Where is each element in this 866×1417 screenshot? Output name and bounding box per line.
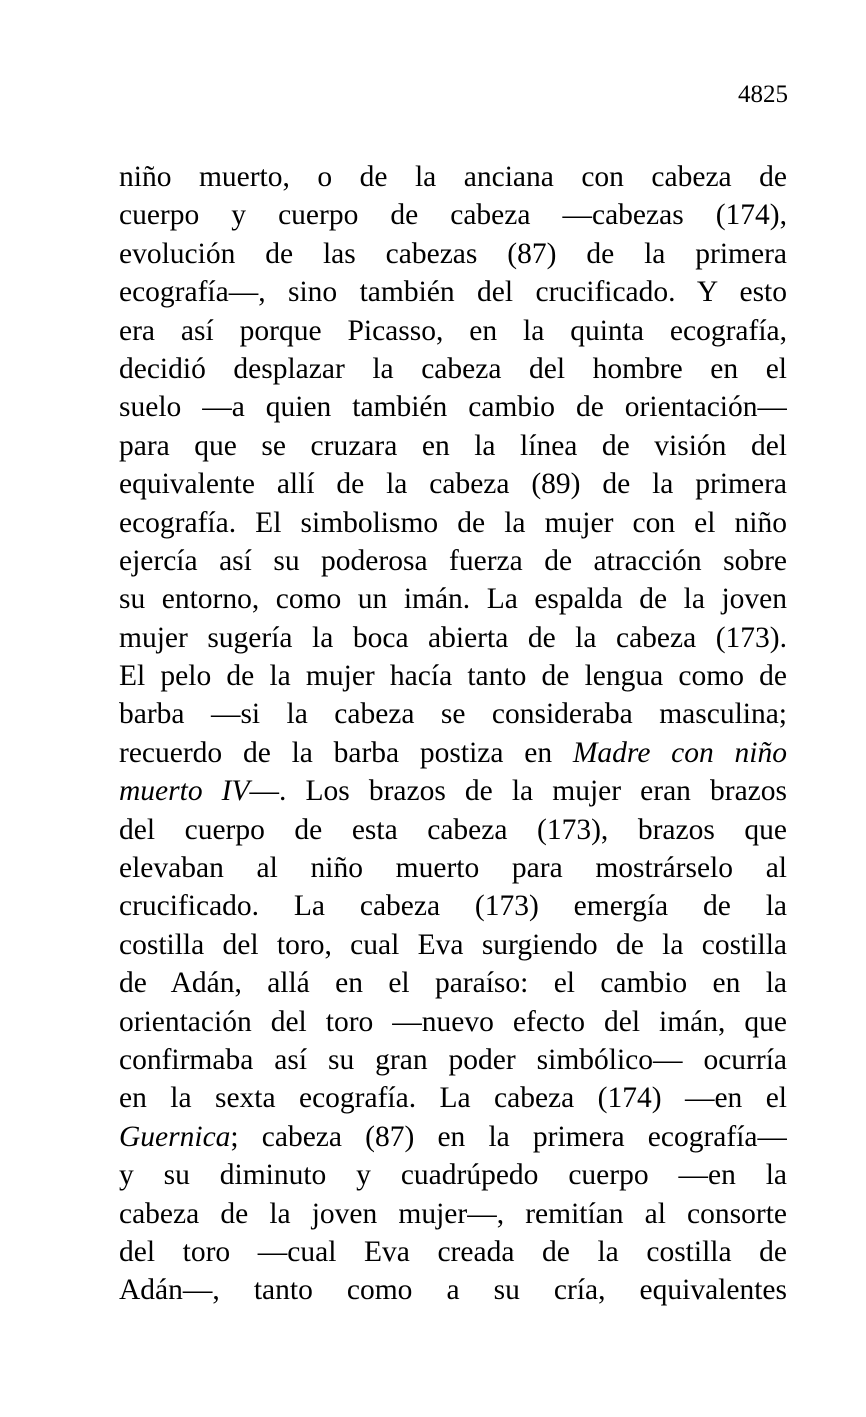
text-line [119, 1195, 787, 1233]
text-line [119, 158, 787, 196]
text-line [119, 273, 787, 311]
text-span: y su diminuto y cuadrúpedo cuerpo —en la [119, 1159, 787, 1192]
text-span: ecografía. El simbolismo de la mujer con el niño [119, 506, 787, 539]
text-span: ; cabeza (87) en la primera ecografía— [230, 1120, 787, 1153]
text-span: decidió desplazar la cabeza del hombre en el [119, 352, 787, 385]
text-span: de Adán, allá en el paraíso: el cambio en la [119, 967, 787, 1000]
text-line [119, 811, 787, 849]
text-line [119, 1118, 787, 1156]
text-span: cuerpo y cuerpo de cabeza —cabezas (174), [119, 199, 787, 232]
text-span: orientación del toro —nuevo efecto del imán, que [119, 1005, 787, 1038]
text-line [119, 1003, 787, 1041]
text-line [119, 542, 787, 580]
text-line [119, 619, 787, 657]
text-span: en la sexta ecografía. La cabeza (174) —en el [119, 1082, 787, 1115]
text-line [119, 196, 787, 234]
text-span: del cuerpo de esta cabeza (173), brazos que [119, 813, 787, 846]
text-span: mujer sugería la boca abierta de la cabeza (173). [119, 621, 787, 654]
text-line [119, 1156, 787, 1194]
text-span: recuerdo de la barba postiza en [119, 736, 573, 769]
text-span: El pelo de la mujer hacía tanto de lengua como de [119, 660, 787, 693]
text-line [119, 580, 787, 618]
text-line [119, 695, 787, 733]
text-line [119, 1233, 787, 1271]
text-span: era así porque Picasso, en la quinta ecografía, [119, 314, 787, 347]
text-line [119, 235, 787, 273]
body-text [119, 158, 787, 1310]
text-span: suelo —a quien también cambio de orientación— [119, 391, 787, 424]
text-span: cabeza de la joven mujer—, remitían al consorte [119, 1197, 787, 1230]
text-line [119, 1271, 787, 1309]
text-line [119, 312, 787, 350]
text-span: del toro —cual Eva creada de la costilla de [119, 1235, 787, 1268]
text-line [119, 734, 787, 772]
text-line [119, 849, 787, 887]
text-line [119, 504, 787, 542]
italic-title: Madre con niño [572, 736, 787, 769]
text-line [119, 465, 787, 503]
text-line [119, 427, 787, 465]
text-line [119, 657, 787, 695]
text-span: ecografía—, sino también del crucificado. Y esto [119, 276, 787, 309]
text-span: evolución de las cabezas (87) de la primera [119, 237, 787, 270]
text-span: costilla del toro, cual Eva surgiendo de la costilla [119, 928, 787, 961]
italic-title: muerto IV [119, 775, 250, 808]
text-line [119, 1079, 787, 1117]
page-number: 4825 [738, 81, 788, 108]
text-line [119, 772, 787, 810]
text-line [119, 350, 787, 388]
text-span: para que se cruzara en la línea de visión del [119, 429, 787, 462]
text-span: elevaban al niño muerto para mostrárselo al [119, 852, 787, 885]
text-line [119, 964, 787, 1002]
text-span: barba —si la cabeza se consideraba masculina; [119, 698, 787, 731]
text-span: su entorno, como un imán. La espalda de la joven [119, 583, 787, 616]
text-span: Adán—, tanto como a su cría, equivalentes [119, 1274, 787, 1307]
text-span: equivalente allí de la cabeza (89) de la primera [119, 468, 787, 501]
italic-title: Guernica [119, 1120, 231, 1153]
text-span: niño muerto, o de la anciana con cabeza de [119, 161, 787, 193]
text-line [119, 1041, 787, 1079]
text-span: confirmaba así su gran poder simbólico— ocurría [119, 1043, 787, 1076]
text-span: ejercía así su poderosa fuerza de atracción sobre [119, 544, 787, 577]
text-span: —. Los brazos de la mujer eran brazos [249, 775, 787, 808]
text-line [119, 388, 787, 426]
text-line [119, 926, 787, 964]
text-span: crucificado. La cabeza (173) emergía de la [119, 890, 787, 923]
text-line [119, 887, 787, 925]
